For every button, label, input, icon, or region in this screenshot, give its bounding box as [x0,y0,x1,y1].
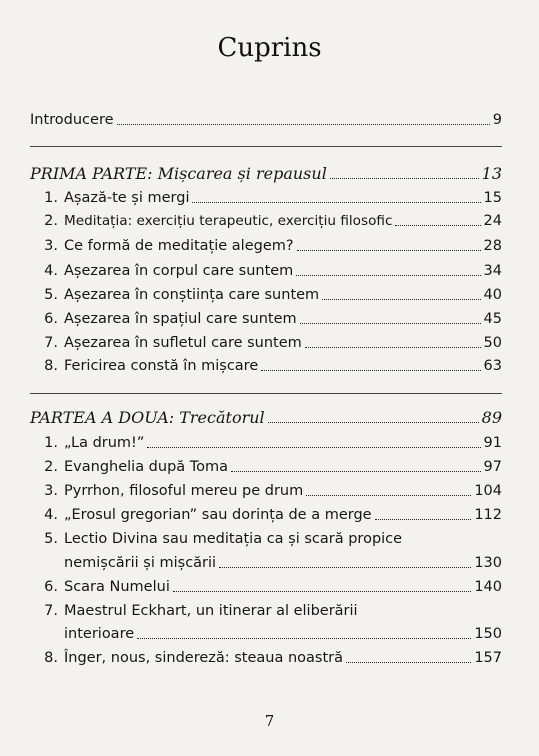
chapter-title: „Erosul gregorian” sau dorința de a merge [64,507,372,523]
toc-chapter [30,598,502,620]
toc-chapter [30,478,502,500]
chapter-number: 4. [44,507,58,523]
chapter-title: Așezarea în sufletul care suntem [64,335,302,351]
chapter-title: „La drum!” [64,435,145,451]
section-divider [30,393,502,394]
dot-leader [346,662,471,663]
dot-leader [137,638,471,639]
chapter-number: 8. [44,358,58,374]
dot-leader [296,275,480,276]
chapter-number: 6. [44,579,58,595]
toc-chapter [30,574,502,596]
chapter-page: 112 [474,507,502,523]
chapter-title-continuation: nemișcării și mișcării [64,555,217,571]
chapter-number: 3. [44,483,58,499]
dot-leader [173,591,471,592]
toc-part-2 [30,405,502,427]
dot-leader [306,495,471,496]
dot-leader [305,347,481,348]
chapter-page: 34 [483,263,502,279]
toc-chapter [30,430,502,452]
chapter-page: 104 [474,483,502,499]
chapter-number: 1. [44,190,58,206]
dot-leader [375,519,472,520]
dot-leader [192,202,480,203]
page-number: 7 [264,712,275,730]
toc-chapter [30,208,502,230]
chapter-page: 50 [483,335,502,351]
chapter-title: Fericirea constă în mișcare [64,358,259,374]
chapter-page: 140 [474,579,502,595]
chapter-number: 7. [44,603,58,619]
toc-part-1 [30,161,502,183]
toc-chapter [30,233,502,255]
chapter-number: 6. [44,311,58,327]
chapter-title: Lectio Divina sau meditația ca și scară propice [64,531,403,547]
dot-leader [261,370,480,371]
chapter-page: 157 [474,650,502,666]
toc-introduction [30,107,502,129]
chapter-number: 7. [44,335,58,351]
toc-chapter [30,454,502,476]
toc-chapter [30,526,502,548]
toc-chapter [30,258,502,280]
toc-chapter [30,330,502,352]
chapter-title: Așezarea în spațiul care suntem [64,311,297,327]
toc-chapter-continuation [64,621,502,643]
chapter-title: Scara Numelui [64,579,170,595]
chapter-page: 24 [483,213,502,229]
chapter-number: 5. [44,531,58,547]
chapter-title: Ce formă de meditație alegem? [64,238,294,254]
chapter-title: Așezarea în conștiința care suntem [64,287,320,303]
chapter-title: Meditația: exercițiu terapeutic, exercițiu filosofic [64,213,393,229]
chapter-title: Maestrul Eckhart, un itinerar al eliberării [64,603,358,619]
chapter-title: Evanghelia după Toma [64,459,229,475]
chapter-page: 150 [474,626,502,642]
chapter-number: 4. [44,263,58,279]
chapter-page: 91 [483,435,502,451]
chapter-page: 40 [483,287,502,303]
chapter-title: Așezarea în corpul care suntem [64,263,294,279]
dot-leader [219,567,471,568]
toc-chapter [30,645,502,667]
toc-chapter-continuation [64,550,502,572]
toc-introduction-page: 9 [492,112,502,128]
toc-chapter [30,306,502,328]
toc-part-1-label: PRIMA PARTE: Mișcarea și repausul [30,164,327,183]
dot-leader [330,178,479,179]
dot-leader [297,250,481,251]
chapter-number: 2. [44,459,58,475]
chapter-number: 3. [44,238,58,254]
chapter-page: 130 [474,555,502,571]
chapter-page: 28 [483,238,502,254]
chapter-number: 2. [44,213,58,229]
chapter-title: Pyrrhon, filosoful mereu pe drum [64,483,304,499]
dot-leader [395,225,480,226]
dot-leader [231,471,480,472]
toc-part-2-label: PARTEA A DOUA: Trecătorul [30,408,265,427]
toc-chapter [30,353,502,375]
chapter-number: 5. [44,287,58,303]
chapter-number: 8. [44,650,58,666]
dot-leader [322,299,480,300]
dot-leader [268,422,479,423]
toc-part-2-page: 89 [481,408,502,427]
chapter-title: Așază-te și mergi [64,190,190,206]
chapter-title-continuation: interioare [64,626,135,642]
page-title: Cuprins [217,33,322,63]
dot-leader [300,323,481,324]
dot-leader [117,124,490,125]
chapter-page: 63 [483,358,502,374]
dot-leader [147,447,480,448]
toc-introduction-label: Introducere [30,112,114,128]
chapter-number: 1. [44,435,58,451]
toc-part-1-page: 13 [481,164,502,183]
toc-chapter [30,185,502,207]
section-divider [30,146,502,147]
toc-chapter [30,502,502,524]
chapter-page: 15 [483,190,502,206]
toc-chapter [30,282,502,304]
chapter-title: Înger, nous, sindereză: steaua noastră [64,650,344,666]
chapter-page: 97 [483,459,502,475]
chapter-page: 45 [483,311,502,327]
